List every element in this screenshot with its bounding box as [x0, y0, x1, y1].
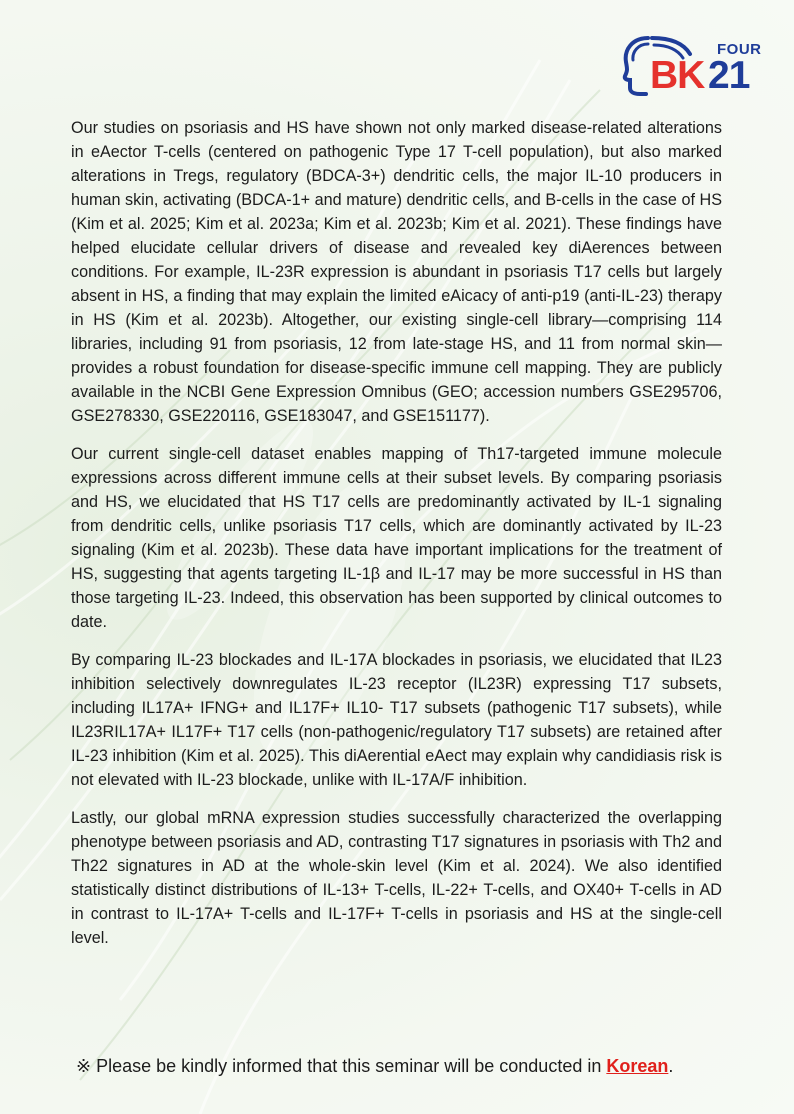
- logo-21-text: 21: [708, 54, 750, 97]
- note-prefix: ※ Please be kindly informed that this seminar will be conducted in: [76, 1056, 607, 1076]
- logo-bk-text: BK: [650, 54, 705, 97]
- note-language: Korean: [606, 1056, 669, 1076]
- note-suffix: .: [668, 1056, 674, 1076]
- paragraph-2: Our current single-cell dataset enables mapping of Th17-targeted immune molecule expressions across different immune cells at their subset levels. By comparing psoriasis and HS, we elucidated that HS T17 cells are predominantly activated by IL-1 signaling from dendritic cells, unlike psoriasis T17 cells, which are dominantly activated by IL-23 signaling (Kim et al. 2023b). These data have important implications for the treatment of HS, suggesting that agents targeting IL-1β and IL-17 may be more successful in HS than those targeting IL-23. Indeed, this observation has been supported by clinical outcomes to date.: [71, 445, 722, 631]
- main-content: [71, 116, 722, 964]
- bk21-four-logo: [622, 32, 762, 98]
- paragraph-4: Lastly, our global mRNA expression studies successfully characterized the overlapping phenotype between psoriasis and AD, contrasting T17 signatures in psoriasis with Th2 and Th22 signatures in AD at the whole-skin level (Kim et al. 2024). We also identified statistically distinct distributions of IL-13+ T-cells, IL-22+ T-cells, and OX40+ T-cells in AD in contrast to IL-17A+ T-cells and IL-17F+ T-cells in psoriasis and HS at the single-cell level.: [71, 809, 722, 947]
- paragraph-1: Our studies on psoriasis and HS have shown not only marked disease-related alterations in eAector T-cells (centered on pathogenic Type 17 T-cell population), but also marked alterations in Tregs, regulatory (BDCA-3+) dendritic cells, the major IL-10 producers in human skin, activating (BDCA-1+ and mature) dendritic cells, and B-cells in the case of HS (Kim et al. 2025; Kim et al. 2023a; Kim et al. 2023b; Kim et al. 2021). These findings have helped elucidate cellular drivers of disease and revealed key diAerences between conditions. For example, IL-23R expression is abundant in psoriasis T17 cells but largely absent in HS, a finding that may explain the limited eAicacy of anti-p19 (anti-IL-23) therapy in HS (Kim et al. 2023b). Altogether, our existing single-cell library—comprising 114 libraries, including 91 from psoriasis, 12 from late-stage HS, and 11 from normal skin— provides a robust foundation for disease-specific immune cell mapping. They are publicly available in the NCBI Gene Expression Omnibus (GEO; accession numbers GSE295706, GSE278330, GSE220116, GSE183047, and GSE151177).: [71, 119, 722, 425]
- seminar-language-note: [76, 1054, 756, 1078]
- logo-four-text: FOUR: [717, 41, 762, 58]
- paragraph-3: By comparing IL-23 blockades and IL-17A blockades in psoriasis, we elucidated that IL23 inhibition selectively downregulates IL-23 receptor (IL23R) expressing T17 subsets, including IL17A+ IFNG+ and IL17F+ IL10- T17 subsets (pathogenic T17 subsets), while IL23RIL17A+ IL17F+ T17 cells (non-pathogenic/regulatory T17 subsets) are retained after IL-23 inhibition (Kim et al. 2025). This diAerential eAect may explain why candidiasis risk is not elevated with IL-23 blockade, unlike with IL-17A/F inhibition.: [71, 651, 722, 789]
